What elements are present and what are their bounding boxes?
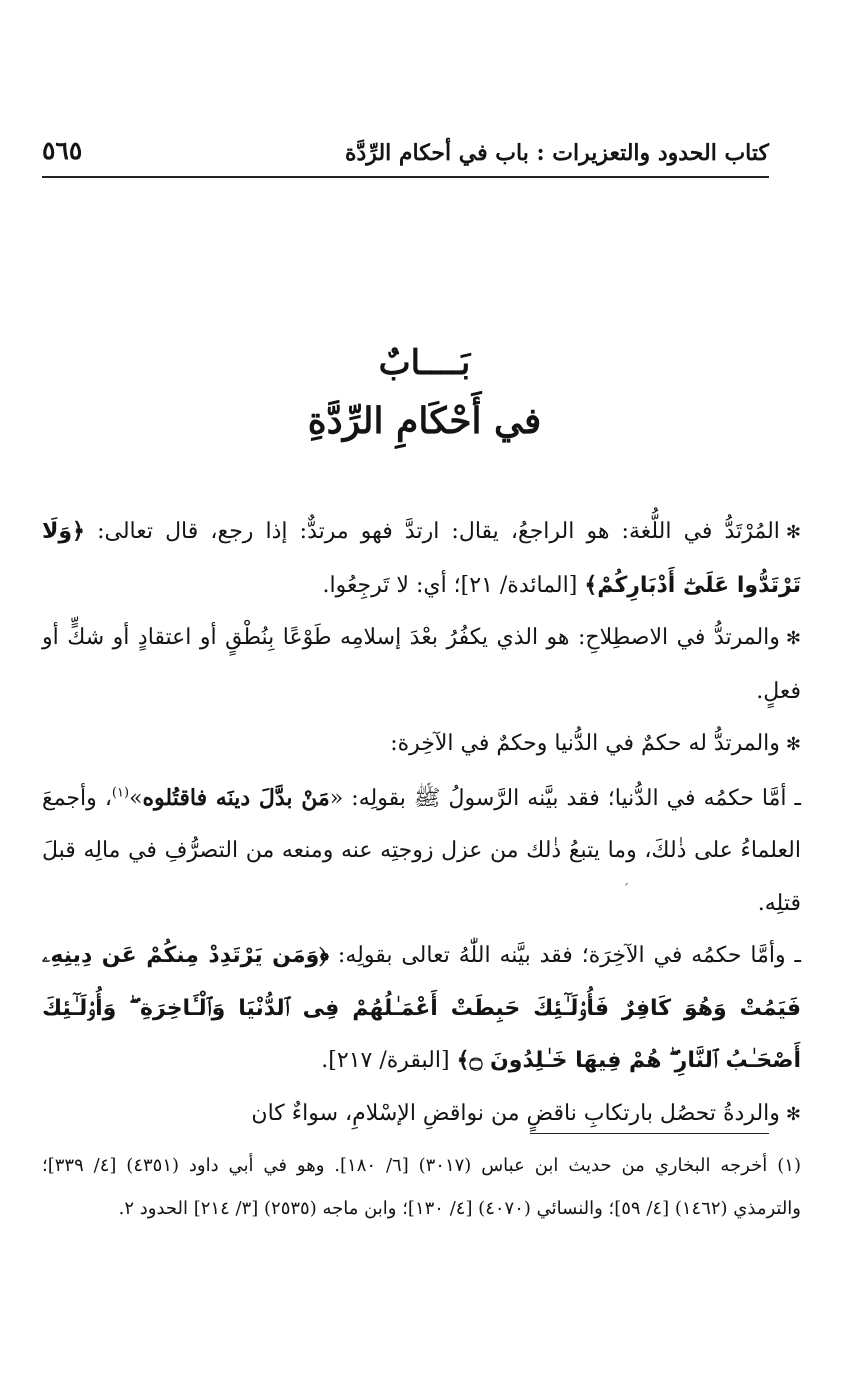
header-rule (42, 176, 769, 178)
quran-verse: ﴿وَلَا تَرْتَدُّوا عَلَىٰٓ أَدْبَارِكُمْ﴾ (42, 519, 801, 598)
text-run: والمرتدُّ في الاصطِلاحِ: هو الذي يكفُرُ بعْدَ إسلامِه طَوْعًا بِنُطْقٍ أو اعتقادٍ أو شكٍّ أو فعلٍ. (42, 625, 801, 704)
text-run: » (129, 785, 143, 811)
text-run: ، وأجمعَ العلماءُ على ذٰلكَ، وما يتبعُ ذٰلك من عزل زوجتِه عنه ومنعه من التصرُّفِ في مالِه قبلَ قتلِه. (42, 785, 801, 916)
chapter-label: بَــــابٌ (378, 343, 471, 383)
footnote-rule (530, 1133, 769, 1134)
paragraph-dunya (42, 772, 801, 931)
running-header (42, 134, 769, 178)
paragraph-hukm (42, 718, 801, 772)
paragraph-akhirah (42, 930, 801, 1088)
text-run: ـ وأمَّا حكمُه في الآخِرَة؛ فقد بيَّنه اللّٰهُ تعالى بقولِه: (329, 943, 801, 968)
page-number: ٥٦٥ (42, 136, 83, 165)
quran-verse: ﴿وَمَن يَرْتَدِدْ مِنكُمْ عَن دِينِهِۦ فَيَمُتْ وَهُوَ كَافِرٌ فَأُو۟لَـٰٓئِكَ حَبِطَتْ أَعْمَـٰلُهُمْ فِى ٱلدُّنْيَا وَٱلْـَٔاخِرَةِ ۖ وَأُو۟لَـٰٓئِكَ أَصْحَـٰبُ ٱلنَّارِ ۖ هُمْ فِيهَا خَـٰلِدُونَ ۝﴾ (42, 943, 801, 1073)
footnote-reference[interactable]: (١) (111, 785, 130, 801)
running-title: كتاب الحدود والتعزيرات : باب في أحكام الرِّدَّة (344, 140, 769, 166)
text-run: [المائدة/ ٢١]؛ أي: لا تَرجِعُوا. (322, 572, 585, 598)
text-run: [البقرة/ ٢١٧]. (321, 1048, 457, 1073)
hadith-text: مَنْ بدَّلَ دينَه فاقتُلوه (142, 784, 330, 811)
text-run: ـ أمَّا حكمُه في الدُّنيا؛ فقد بيَّنه الرَّسولُ ﷺ بقولِه: « (329, 785, 801, 811)
footnotes (42, 1144, 801, 1230)
text-run: المُرْتَدُّ في اللُّغة: هو الراجعُ، يقال: ارتدَّ فهو مرتدٌّ: إذا رجع، قال تعالى: (84, 519, 780, 544)
paragraph-lughah (42, 506, 801, 612)
asterisk-icon: ✻ (785, 1103, 801, 1125)
asterisk-icon: ✻ (785, 734, 801, 755)
asterisk-icon: ✻ (785, 628, 801, 649)
chapter-title: في أَحْكَامِ الرِّدَّةِ (307, 400, 542, 442)
body-text (42, 506, 801, 1141)
text-run: والمرتدُّ له حكمٌ في الدُّنيا وحكمٌ في الآخِرة: (390, 731, 780, 756)
stray-tick-mark: ˊ (623, 882, 629, 896)
text-run: والردةُ تحصُل بارتكابِ ناقضٍ من نواقضِ الإسْلامِ، سواءٌ كان (251, 1100, 780, 1126)
footnote-text: أخرجه البخاري من حديث ابن عباس (٣٠١٧) [٦/ ١٨٠]. وهو في أبي داود (٤٣٥١) [٤/ ٣٣٩]؛ والترمذي (١٤٦٢) [٤/ ٥٩]؛ والنسائي (٤٠٧٠) [٤/ ١٣٠]؛ وابن ماجه (٢٥٣٥) [٣/ ٢١٤] الحدود ٢. (42, 1155, 801, 1219)
footnote-marker: (١) (777, 1155, 801, 1176)
paragraph-istilah (42, 612, 801, 718)
asterisk-icon: ✻ (785, 522, 801, 543)
